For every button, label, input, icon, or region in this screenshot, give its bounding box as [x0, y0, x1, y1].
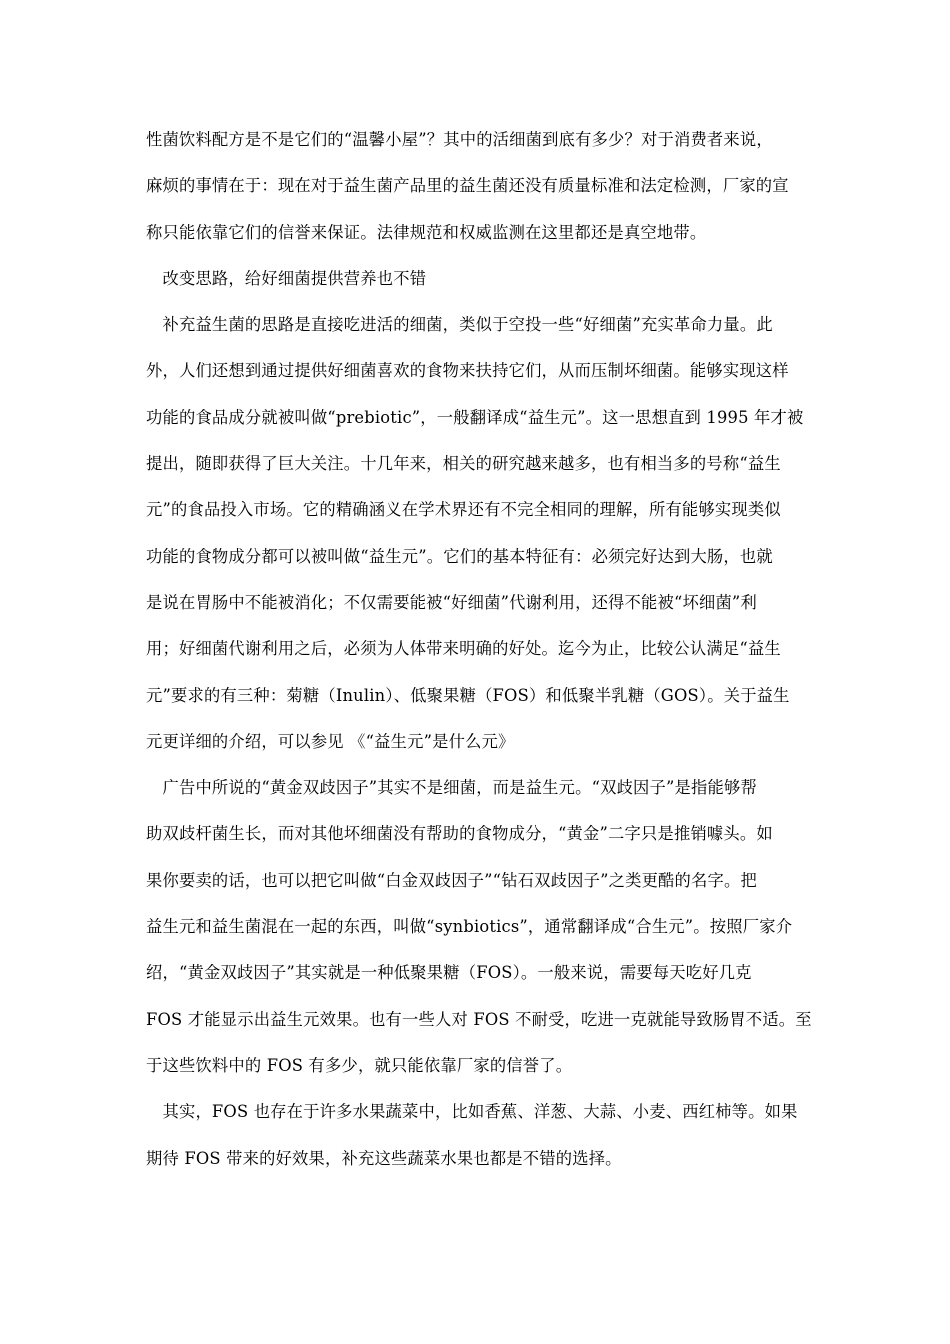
text-line: 助双歧杆菌生长，而对其他坏细菌没有帮助的食物成分，“黄金”二字只是推销噱头。如 — [146, 824, 773, 844]
text-line: 是说在胃肠中不能被消化；不仅需要能被“好细菌”代谢利用，还得不能被“坏细菌”利 — [146, 592, 757, 612]
text-line: 元”的食品投入市场。它的精确涵义在学术界还有不完全相同的理解，所有能够实现类似 — [146, 500, 781, 520]
text-line: 元更详细的介绍，可以参见 《“益生元”是什么元》 — [146, 731, 515, 751]
document-body — [146, 122, 810, 1187]
text-line: 果你要卖的话，也可以把它叫做“白金双歧因子”“钻石双歧因子”之类更酷的名字。把 — [146, 870, 757, 890]
text-line: 用；好细菌代谢利用之后，必须为人体带来明确的好处。迄今为止，比较公认满足“益生 — [146, 639, 781, 659]
text-line: 元”要求的有三种：菊糖（Inulin）、低聚果糖（FOS）和低聚半乳糖（GOS）。关于益生 — [146, 685, 790, 705]
text-line: 性菌饮料配方是不是它们的“温馨小屋”？其中的活细菌到底有多少？对于消费者来说， — [146, 130, 773, 149]
text-line: FOS 才能显示出益生元效果。也有一些人对 FOS 不耐受，吃进一克就能导致肠胃不适。至 — [146, 1009, 812, 1029]
text-line: 期待 FOS 带来的好效果，补充这些蔬菜水果也都是不错的选择。 — [146, 1148, 622, 1168]
text-line: 功能的食品成分就被叫做“prebiotic”，一般翻译成“益生元”。这一思想直到 1995 年才被 — [146, 407, 804, 427]
text-line: 广告中所说的“黄金双歧因子”其实不是细菌，而是益生元。“双歧因子”是指能够帮 — [146, 778, 757, 798]
text-line: 补充益生菌的思路是直接吃进活的细菌，类似于空投一些“好细菌”充实革命力量。此 — [146, 315, 773, 335]
text-line: 外，人们还想到通过提供好细菌喜欢的食物来扶持它们，从而压制坏细菌。能够实现这样 — [146, 361, 789, 381]
text-line: 称只能依靠它们的信誉来保证。法律规范和权威监测在这里都还是真空地带。 — [146, 222, 707, 242]
text-line: 绍，“黄金双歧因子”其实就是一种低聚果糖（FOS）。一般来说，需要每天吃好几克 — [146, 963, 752, 983]
text-line: 益生元和益生菌混在一起的东西，叫做“synbiotics”，通常翻译成“合生元”。按照厂家介 — [146, 917, 793, 937]
text-line: 麻烦的事情在于：现在对于益生菌产品里的益生菌还没有质量标准和法定检测，厂家的宣 — [146, 176, 789, 196]
text-line: 其实，FOS 也存在于许多水果蔬菜中，比如香蕉、洋葱、大蒜、小麦、西红柿等。如果 — [146, 1102, 798, 1122]
text-line: 功能的食物成分都可以被叫做“益生元”。它们的基本特征有：必须完好达到大肠，也就 — [146, 546, 773, 566]
text-line: 提出，随即获得了巨大关注。十几年来，相关的研究越来越多，也有相当多的号称“益生 — [146, 454, 781, 474]
text-line: 于这些饮料中的 FOS 有多少，就只能依靠厂家的信誉了。 — [146, 1055, 573, 1075]
section-heading: 改变思路，给好细菌提供营养也不错 — [146, 268, 427, 288]
